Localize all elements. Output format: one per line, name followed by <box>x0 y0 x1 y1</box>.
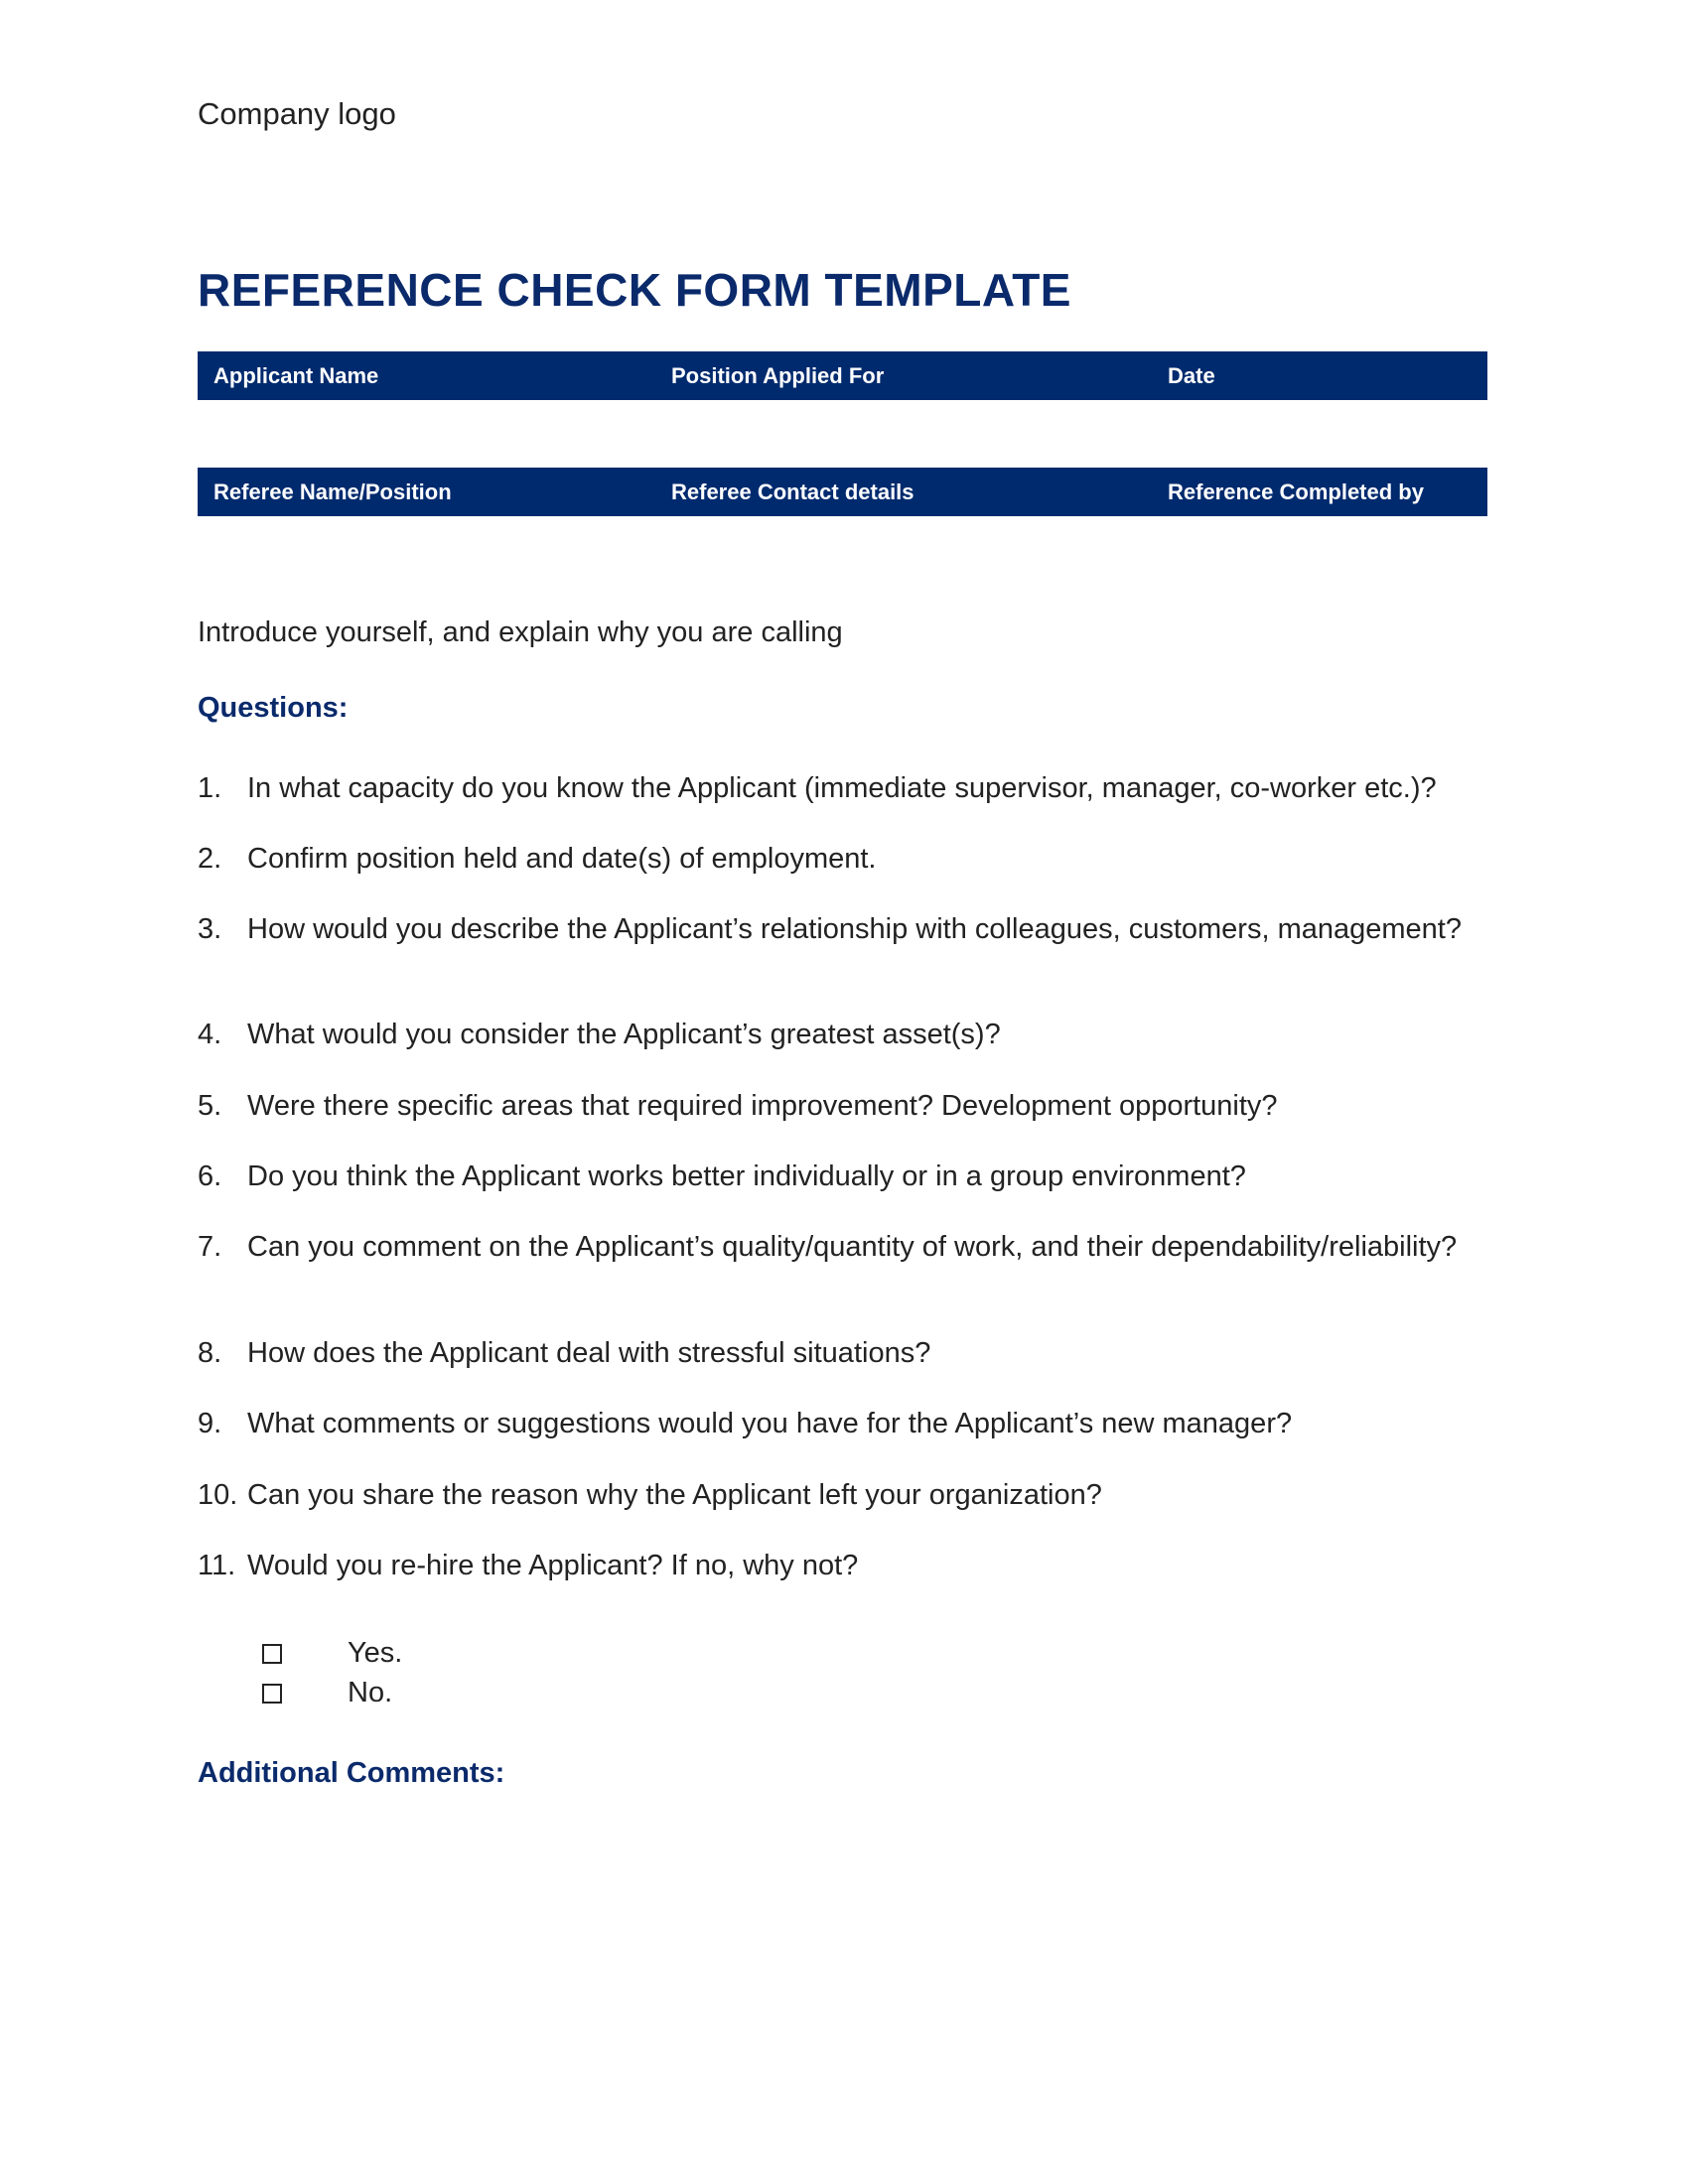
question-item <box>198 770 1487 806</box>
question-item <box>198 1335 1487 1371</box>
question-number: 11. <box>198 1550 236 1581</box>
questions-heading: Questions: <box>198 692 349 724</box>
reference-completed-header: Reference Completed by <box>1168 479 1424 504</box>
question-item <box>198 1477 1487 1513</box>
question-number: 3. <box>198 913 222 945</box>
question-number: 8. <box>198 1337 222 1369</box>
form-title: REFERENCE CHECK FORM TEMPLATE <box>198 264 1071 316</box>
yes-label: Yes. <box>348 1637 403 1669</box>
date-header: Date <box>1168 363 1215 388</box>
company-logo-placeholder: Company logo <box>198 96 396 131</box>
question-text: In what capacity do you know the Applicant (immediate supervisor, manager, co-worker etc.)? <box>247 772 1437 804</box>
question-item <box>198 1548 1487 1583</box>
question-number: 6. <box>198 1160 222 1192</box>
question-number: 7. <box>198 1231 222 1263</box>
applicant-name-header: Applicant Name <box>213 363 379 388</box>
no-checkbox[interactable] <box>262 1684 282 1704</box>
question-number: 4. <box>198 1019 222 1050</box>
question-number: 9. <box>198 1408 222 1439</box>
question-number: 2. <box>198 843 222 875</box>
question-number: 10. <box>198 1479 238 1511</box>
question-text: Can you share the reason why the Applicant left your organization? <box>247 1479 1102 1511</box>
question-item <box>198 1017 1487 1052</box>
question-text: How does the Applicant deal with stressful situations? <box>247 1337 931 1369</box>
applicant-info-bar <box>198 351 1487 400</box>
question-item <box>198 1229 1487 1265</box>
question-text: Were there specific areas that required improvement? Development opportunity? <box>247 1090 1278 1122</box>
question-item <box>198 911 1487 947</box>
question-text: Would you re-hire the Applicant? If no, why not? <box>247 1550 859 1581</box>
question-text: How would you describe the Applicant’s relationship with colleagues, customers, management? <box>247 913 1462 945</box>
question-item <box>198 1088 1487 1124</box>
no-label: No. <box>348 1677 393 1708</box>
question-text: Confirm position held and date(s) of employment. <box>247 843 877 875</box>
yes-checkbox[interactable] <box>262 1644 282 1664</box>
question-item <box>198 1159 1487 1194</box>
intro-instruction: Introduce yourself, and explain why you are calling <box>198 616 843 648</box>
referee-info-bar <box>198 468 1487 516</box>
question-text: What would you consider the Applicant’s greatest asset(s)? <box>247 1019 1001 1050</box>
question-item <box>198 1406 1487 1441</box>
question-text: Can you comment on the Applicant’s quality/quantity of work, and their dependability/reliability? <box>247 1231 1458 1263</box>
question-text: Do you think the Applicant works better individually or in a group environment? <box>247 1160 1246 1192</box>
question-number: 1. <box>198 772 222 804</box>
question-number: 5. <box>198 1090 222 1122</box>
referee-name-header: Referee Name/Position <box>213 479 452 504</box>
question-text: What comments or suggestions would you have for the Applicant’s new manager? <box>247 1408 1293 1439</box>
referee-contact-header: Referee Contact details <box>671 479 914 504</box>
position-applied-header: Position Applied For <box>671 363 885 388</box>
additional-comments-heading: Additional Comments: <box>198 1757 505 1789</box>
question-item <box>198 841 1487 877</box>
